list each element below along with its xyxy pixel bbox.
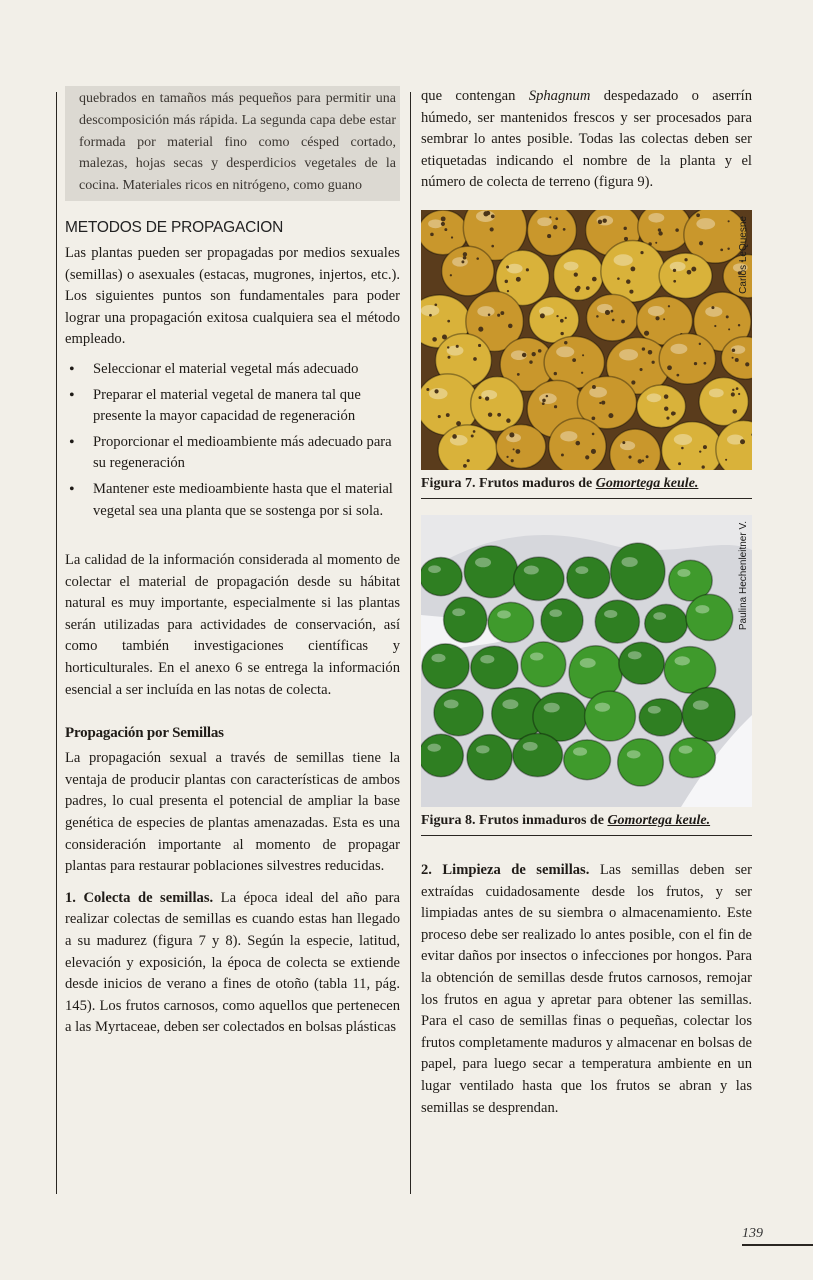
fruit-spot xyxy=(456,345,459,348)
fruit-highlight xyxy=(679,745,693,753)
collect-lead: 1. Colecta de semillas. xyxy=(65,889,214,906)
fruit-spot xyxy=(658,228,661,231)
fruit xyxy=(645,604,688,642)
collect-text: La época ideal del año para realizar colectas de semillas es cuando estas han llegado a su madurez (figura 7 y 8). Según la especie, latitud, elevación y exposición, la época de colecta se extiende desde inicios de verano a fines de otoño (tabla 11, pág. 145). Los frutos carnosos, como aquellos que pertenecen a las Myrtaceae, deben ser colectados en bolsas plásticas xyxy=(65,889,400,1036)
fruit xyxy=(496,424,546,468)
fruit-spot xyxy=(463,252,467,256)
fruit-spot xyxy=(640,251,643,254)
fruit-spot xyxy=(438,415,441,418)
fruit-spot xyxy=(691,267,696,272)
left-margin-rule xyxy=(56,92,57,1194)
fruit-highlight xyxy=(556,346,574,357)
fruit xyxy=(664,647,715,693)
fruit-spot xyxy=(507,290,509,292)
fruit-spot xyxy=(728,220,730,222)
fruit-highlight xyxy=(695,605,709,613)
fruit xyxy=(467,735,512,780)
fruit xyxy=(699,377,748,425)
fruit xyxy=(554,249,604,300)
ripe-fruits-image xyxy=(421,210,752,470)
fruit-spot xyxy=(725,459,727,461)
fruit-highlight xyxy=(677,569,690,577)
fruit-spot xyxy=(622,441,625,444)
fruit-highlight xyxy=(428,219,443,228)
fruit-highlight xyxy=(476,745,490,753)
fruit-highlight xyxy=(444,700,459,709)
fruit-spot xyxy=(610,310,613,313)
seeds-paragraph: La propagación sexual a través de semillas tiene la ventaja de producir plantas con características de ambos padres, lo cual presenta el potencial de ampliar la base genética de especies de plantas amenazadas. Esta es una consideración importante al momento de propagar plantas para restaurar poblaciones silvestres reducidas. xyxy=(65,750,400,875)
fruit xyxy=(521,642,566,687)
list-item: • Seleccionar el material vegetal más adecuado xyxy=(65,359,400,381)
fruit-spot xyxy=(560,319,564,323)
fruit-spot xyxy=(555,217,558,220)
fruit-spot xyxy=(694,362,697,365)
fruit-spot xyxy=(508,324,513,329)
fruit-spot xyxy=(671,411,675,415)
fruit-highlight xyxy=(537,217,552,226)
fruit-spot xyxy=(720,248,723,251)
figure-7-photo xyxy=(421,210,752,470)
fruit-spot xyxy=(476,257,479,260)
fruit-spot xyxy=(506,266,509,269)
fruit-spot xyxy=(655,242,657,244)
fruit xyxy=(659,333,715,384)
fruit-highlight xyxy=(595,703,610,712)
fruit-spot xyxy=(678,462,681,465)
fruit xyxy=(682,687,735,741)
figure-8-species: Gomortega keule. xyxy=(607,812,711,828)
fruit-spot xyxy=(575,287,580,292)
fruit xyxy=(421,557,462,595)
fruit-spot xyxy=(630,266,635,271)
fruit-spot xyxy=(554,405,557,408)
fruit-highlight xyxy=(647,393,662,402)
intro-paragraph: Las plantas pueden ser propagadas por medios sexuales (semillas) o asexuales (estacas, mugrones, injertos, etc.). Los siguientes puntos son fundamentales para poder lograr una propagación exitosa cualquiera sea el método empleado. xyxy=(65,244,400,348)
fruit-spot xyxy=(478,344,481,347)
fruit-spot xyxy=(592,277,597,282)
fruit-spot xyxy=(526,268,529,271)
fruit-spot xyxy=(506,456,508,458)
fruit-spot xyxy=(488,412,492,416)
fruit-spot xyxy=(582,354,584,356)
fruit-spot xyxy=(703,362,706,365)
fruit-spot xyxy=(450,274,452,276)
fruit-spot xyxy=(471,434,474,437)
fruit-spot xyxy=(608,413,613,418)
fruit-spot xyxy=(624,227,627,230)
fruit-highlight xyxy=(670,344,687,354)
fruit-highlight xyxy=(452,608,465,616)
fruit-spot xyxy=(728,328,730,330)
fruit xyxy=(587,294,639,341)
fruit-spot xyxy=(506,418,510,422)
fruit-highlight xyxy=(549,609,562,617)
fruit-spot xyxy=(490,227,494,231)
fruit-spot xyxy=(444,228,447,231)
fruit-spot xyxy=(576,441,581,446)
figure-8-caption-text: Figura 8. Frutos inmaduros de xyxy=(421,812,608,828)
list-item: • Mantener este medioambiente hasta que el material vegetal sea una planta que se sostenga por si sola. xyxy=(65,479,400,522)
fruit-spot xyxy=(732,389,734,391)
fruit xyxy=(434,689,483,735)
cleaning-paragraph xyxy=(421,860,752,1119)
fruit-spot xyxy=(652,361,655,364)
fruit-spot xyxy=(505,280,508,283)
fruit-spot xyxy=(699,450,701,452)
list-item: • Proporcionar el medioambiente más adecuado para su regeneración xyxy=(65,432,400,475)
fruit-highlight xyxy=(621,557,637,567)
fruit-highlight xyxy=(564,262,579,271)
propagation-bullet-list xyxy=(65,359,400,522)
fruit xyxy=(464,546,517,598)
fruit-spot xyxy=(565,317,567,319)
fruit-highlight xyxy=(580,658,596,668)
fruit-spot xyxy=(740,439,745,444)
fruit-spot xyxy=(556,315,558,317)
fruit-highlight xyxy=(693,700,709,709)
fruit-spot xyxy=(736,387,739,390)
fruit-spot xyxy=(655,316,659,320)
fruit-spot xyxy=(673,280,676,283)
left-column xyxy=(65,86,400,1039)
fruit-highlight xyxy=(619,349,638,360)
fruit-spot xyxy=(467,459,470,462)
fruit-highlight xyxy=(696,218,715,229)
page-number: 139 xyxy=(742,1226,763,1241)
unripe-fruits-image xyxy=(421,515,752,807)
fruit-spot xyxy=(673,269,676,272)
sphagnum-text-b: despedazado o aserrín húmedo, ser mantenidos frescos y ser procesados para sembrar lo antes posible. Todas las colectas deben ser etiquetadas indicando el nombre de la planta y el número de colecta de terreno (figura 9). xyxy=(421,88,753,191)
fruit-spot xyxy=(497,314,500,317)
fruit-spot xyxy=(500,311,504,315)
sphagnum-text-a: que contengan xyxy=(421,88,529,104)
fruit-spot xyxy=(631,380,635,384)
fruit-highlight xyxy=(507,264,523,274)
fruit-highlight xyxy=(614,254,633,266)
page-number-rule xyxy=(742,1244,813,1246)
fruit-highlight xyxy=(675,656,690,665)
fruit xyxy=(514,557,564,600)
fruit-highlight xyxy=(709,388,724,397)
fruit-spot xyxy=(542,399,546,403)
fruit-spot xyxy=(486,211,490,215)
fruit-spot xyxy=(429,314,432,317)
fruit-spot xyxy=(546,395,548,397)
fruit-highlight xyxy=(670,262,686,272)
fruit xyxy=(662,422,723,470)
fruit-spot xyxy=(601,401,605,405)
fruit-spot xyxy=(731,392,735,396)
fruit-highlight xyxy=(648,706,661,714)
list-item: • Preparar el material vegetal de manera tal que presente la mayor capacidad de regeneración xyxy=(65,385,400,428)
box-text: quebrados en tamaños más pequeños para permitir una descomposición más rápida. La segunda capa debe estar formada por material fino como césped cortado, malezas, hojas secas y desperdicios vegetales de la cocina. Materiales ricos en nitrógeno, como guano xyxy=(79,91,396,194)
fruit-spot xyxy=(479,396,482,399)
fruit-spot xyxy=(434,389,438,393)
fruit-highlight xyxy=(477,306,494,316)
fruit-spot xyxy=(561,453,564,456)
fruit-highlight xyxy=(648,213,664,223)
fruit-highlight xyxy=(575,566,588,574)
fruit-spot xyxy=(452,434,457,439)
fruit-spot xyxy=(605,310,610,315)
fruit-spot xyxy=(628,456,631,459)
fruit-highlight xyxy=(502,699,518,709)
fruit-spot xyxy=(432,337,437,342)
fruit-spot xyxy=(699,343,701,345)
fruit-spot xyxy=(529,360,532,363)
fruit-spot xyxy=(441,216,446,221)
fruit-spot xyxy=(473,357,477,361)
sphagnum-paragraph xyxy=(421,86,752,194)
fruit-spot xyxy=(732,357,734,359)
fruit-spot xyxy=(430,233,434,237)
fruit-spot xyxy=(538,349,542,353)
fruit-spot xyxy=(542,402,545,405)
heading-metodos-propagacion: METODOS DE PROPAGACION xyxy=(65,218,284,236)
right-column xyxy=(421,86,752,1119)
fruit-spot xyxy=(574,272,578,276)
fruit-spot xyxy=(727,247,729,249)
fruit-spot xyxy=(621,320,625,324)
fruit xyxy=(564,740,611,780)
fruit-spot xyxy=(676,374,679,377)
fruit-spot xyxy=(549,216,551,218)
fruit-spot xyxy=(603,218,607,222)
fruit-highlight xyxy=(674,434,692,445)
fruit-spot xyxy=(629,290,633,294)
fruit-spot xyxy=(441,222,445,226)
fruit-spot xyxy=(732,409,737,414)
fruit-spot xyxy=(497,413,501,417)
fruit-spot xyxy=(648,350,653,355)
fruit xyxy=(438,425,497,470)
fruit-highlight xyxy=(597,304,613,313)
fruit-spot xyxy=(592,416,596,420)
fruit-spot xyxy=(675,228,679,232)
fruit-spot xyxy=(598,220,602,224)
fruit-spot xyxy=(738,393,740,395)
fruit-spot xyxy=(553,225,557,229)
fruit-highlight xyxy=(589,387,607,398)
fruit xyxy=(595,600,639,643)
figure-7-species: Gomortega keule. xyxy=(595,475,699,491)
fruit-spot xyxy=(642,460,644,462)
fruit-spot xyxy=(586,286,590,290)
fruit xyxy=(567,557,610,598)
fruit-spot xyxy=(646,455,649,458)
fruit-highlight xyxy=(530,652,543,660)
fruit-spot xyxy=(626,279,631,284)
fruit-spot xyxy=(714,325,716,327)
fruit-highlight xyxy=(475,558,491,568)
fruit-highlight xyxy=(523,742,538,751)
quality-paragraph: La calidad de la información considerada al momento de colectar el material de propagación desde su hábitat natural es muy importante, especialmente si las plantas serán utilizadas para actividades de conservación, así como también investigaciones científicas y horticulturales. En el anexo 6 se entrega la información esencial a ser incluída en las notas de colecta. xyxy=(65,552,400,698)
fruit-spot xyxy=(644,331,649,336)
fruit-spot xyxy=(434,303,437,306)
fruit-spot xyxy=(447,356,450,359)
sphagnum-species: Sphagnum xyxy=(528,88,591,104)
fruit-spot xyxy=(596,315,599,318)
fruit-spot xyxy=(696,213,700,217)
fruit-spot xyxy=(617,277,620,280)
fruit-spot xyxy=(517,373,520,376)
fruit-spot xyxy=(703,445,707,449)
fruit-spot xyxy=(446,413,450,417)
fruit-spot xyxy=(463,256,467,260)
cleaning-lead: 2. Limpieza de semillas. xyxy=(421,861,590,878)
fruit-spot xyxy=(687,270,692,275)
fruit-spot xyxy=(663,318,665,320)
fruit-highlight xyxy=(524,565,539,574)
figure-7-credit: Carlos LeQuesne xyxy=(738,215,749,294)
shaded-text-box xyxy=(65,86,400,201)
figure-8-credit: Paulina Hechenleitner V. xyxy=(738,520,749,631)
fruit-spot xyxy=(515,449,520,454)
fruit-spot xyxy=(473,430,476,433)
cleaning-text: Las semillas deben ser extraídas cuidadosamente desde los frutos, y ser limpiadas antes de su siembra o almacenamiento. Este proceso debe ser realizado lo antes posible, con el fin de evitar daños por insectos o infecciones por hongos. Para la obtención de semillas desde frutos carnosos, remojar los frutos en agua y apretar para obtener las semillas. Para el caso de semillas finas o pequeñas, colectar los frutos completamente maduros y almacenar en bolsas de papel, para luego secar a temperatura ambiente en un lugar ventilado hasta que los frutos se abran y las semillas se desprendan. xyxy=(421,861,752,1116)
fruit xyxy=(444,597,487,642)
fruit-spot xyxy=(592,385,596,389)
fruit-highlight xyxy=(620,441,635,450)
fruit-spot xyxy=(585,455,589,459)
fruit-spot xyxy=(451,236,453,238)
collect-paragraph xyxy=(65,888,400,1039)
figure-7-caption-text: Figura 7. Frutos maduros de xyxy=(421,475,596,491)
fruit-spot xyxy=(664,394,669,399)
fruit-spot xyxy=(572,358,576,362)
fruit xyxy=(421,734,463,776)
fruit xyxy=(585,691,636,741)
fruit-highlight xyxy=(481,390,497,400)
fruit-highlight xyxy=(627,750,641,758)
figure-8-caption xyxy=(421,813,752,836)
fruit-highlight xyxy=(560,431,577,441)
fruit-spot xyxy=(702,465,705,468)
fruit-spot xyxy=(681,447,684,450)
heading-propagacion-semillas: Propagación por Semillas xyxy=(65,725,224,742)
fruit-spot xyxy=(732,348,736,352)
fruit xyxy=(442,246,494,296)
fruit-spot xyxy=(664,406,668,410)
fruit xyxy=(422,644,469,689)
fruit xyxy=(669,738,715,778)
fruit-spot xyxy=(711,306,714,309)
fruit-spot xyxy=(666,417,669,420)
fruit-spot xyxy=(513,448,515,450)
fruit-spot xyxy=(699,241,703,245)
fruit-spot xyxy=(668,305,670,307)
fruit xyxy=(686,594,733,640)
fruit xyxy=(471,377,524,432)
figure-7-caption xyxy=(421,476,752,499)
fruit-spot xyxy=(591,449,596,454)
fruit-spot xyxy=(491,245,494,248)
fruit-spot xyxy=(426,388,429,391)
fruit-spot xyxy=(540,313,545,318)
fruit-spot xyxy=(612,319,615,322)
fruit xyxy=(527,210,576,256)
fruit-spot xyxy=(560,332,563,335)
fruit-highlight xyxy=(429,388,448,399)
fruit-spot xyxy=(638,459,642,463)
fruit-spot xyxy=(564,341,567,344)
fruit-highlight xyxy=(573,747,587,755)
figure-8-photo xyxy=(421,515,752,807)
fruit-spot xyxy=(478,327,483,332)
fruit-spot xyxy=(658,231,662,235)
fruit-spot xyxy=(485,397,489,401)
fruit xyxy=(637,385,686,428)
fruit-spot xyxy=(684,258,687,261)
fruit xyxy=(618,739,664,786)
fruit-highlight xyxy=(604,610,617,618)
fruit-spot xyxy=(511,459,514,462)
fruit-spot xyxy=(522,353,526,357)
fruit-spot xyxy=(547,234,551,238)
fruit-spot xyxy=(447,320,450,323)
fruit xyxy=(611,543,665,600)
fruit-highlight xyxy=(544,703,560,713)
fruit-highlight xyxy=(497,610,511,618)
fruit-highlight xyxy=(480,655,494,663)
fruit-spot xyxy=(532,352,536,356)
fruit-highlight xyxy=(431,654,445,662)
fruit-highlight xyxy=(539,393,557,404)
fruit-highlight xyxy=(653,612,666,620)
fruit-spot xyxy=(509,432,514,437)
fruit-spot xyxy=(461,260,464,263)
column-divider-rule xyxy=(410,92,411,1194)
fruit-highlight xyxy=(648,306,665,316)
fruit-spot xyxy=(491,214,495,218)
fruit-spot xyxy=(642,347,645,350)
fruit xyxy=(619,642,664,684)
fruit-spot xyxy=(738,324,740,326)
fruit-spot xyxy=(726,315,729,318)
fruit-highlight xyxy=(628,651,642,659)
fruit-spot xyxy=(735,358,739,362)
fruit xyxy=(488,602,534,642)
fruit-spot xyxy=(667,365,672,370)
fruit xyxy=(513,733,563,776)
fruit xyxy=(471,646,518,689)
fruit-spot xyxy=(554,372,557,375)
fruit-spot xyxy=(516,277,521,282)
fruit-spot xyxy=(581,372,583,374)
fruit-spot xyxy=(592,433,595,436)
fruit-spot xyxy=(463,464,467,468)
fruit-highlight xyxy=(428,565,441,573)
fruit-spot xyxy=(563,228,566,231)
fruit-spot xyxy=(639,368,642,371)
fruit xyxy=(541,599,583,642)
fruit-spot xyxy=(745,362,749,366)
fruit-spot xyxy=(599,402,601,404)
fruit-highlight xyxy=(427,744,440,752)
fruit-spot xyxy=(447,346,449,348)
fruit-spot xyxy=(488,313,491,316)
fruit xyxy=(639,699,682,736)
